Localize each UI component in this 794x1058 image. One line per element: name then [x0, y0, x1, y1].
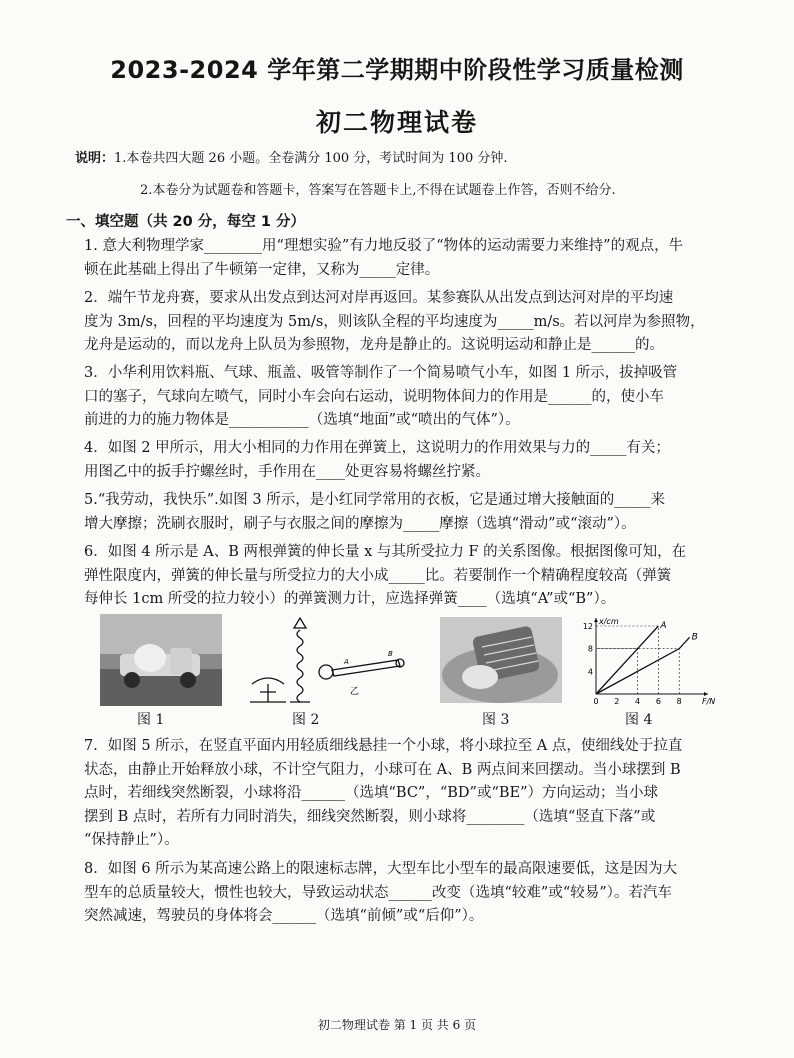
wrench-point-b-label: B: [388, 650, 393, 658]
x-tick-label: 2: [614, 697, 620, 706]
question-8: [84, 858, 724, 929]
question-line: 状态，由静止开始释放小球，不计空气阻力，小球可在 A、B 两点间来回摆动。当小球摆到 B: [84, 761, 681, 778]
page-footer: 初二物理试卷 第 1 页 共 6 页: [317, 1018, 477, 1032]
exam-title: 2023-2024 学年第二学期期中阶段性学习质量检测: [110, 56, 684, 84]
question-line: 1. 意大利物理学家________用“理想实验”有力地反驳了“物体的运动需要力来维持”的观点，牛: [84, 238, 684, 254]
question-5: [84, 489, 724, 536]
question-line: 口的塞子，气球向左喷气，同时小车会向右运动，说明物体间力的作用是______的，使小车: [84, 388, 664, 405]
question-line: 8．如图 6 所示为某高速公路上的限速标志牌，大型车比小型车的最高限速要低，这是因为大: [84, 861, 678, 877]
question-line: 突然减速，驾驶员的身体将会______（选填“前倾”或“后仰”）。: [84, 908, 484, 924]
x-axis-arrow: [704, 692, 708, 696]
question-3: [84, 362, 724, 433]
note-line-1: [75, 150, 508, 168]
question-line: 型车的总质量较大，惯性也较大，导致运动状态______改变（选填“较难”或“较易”）。若汽车: [84, 884, 672, 901]
question-line: 度为 3m/s，回程的平均速度为 5m/s，则该队全程的平均速度为_____m/s。若以河岸为参照物，: [84, 313, 705, 330]
question-line: 用图乙中的扳手拧螺丝时，手作用在____处更容易将螺丝拧紧。: [84, 463, 490, 480]
x-tick-label: 8: [676, 697, 682, 706]
question-line: 6．如图 4 所示是 A、B 两根弹簧的伸长量 x 与其所受拉力 F 的关系图像。根据图像可知，在: [84, 544, 687, 560]
figure-1-photo: [100, 614, 222, 706]
question-4: [84, 437, 724, 484]
x-tick-label: 0: [593, 697, 599, 706]
figure-2-diagram: [238, 614, 418, 706]
question-line: “保持静止”）。: [84, 832, 179, 848]
question-line: 7．如图 5 所示，在竖直平面内用轻质细线悬挂一个小球，将小球拉至 A 点，使细线处于拉直: [84, 738, 683, 754]
wrench-point-a-label: A: [344, 658, 349, 666]
y-axis-label: x/cm: [599, 617, 619, 626]
y-tick-label: 8: [587, 644, 593, 654]
y-tick-label: 12: [582, 622, 593, 631]
x-tick-label: 4: [635, 697, 641, 706]
question-line: 每伸长 1cm 所受的拉力较小）的弹簧测力计，应选择弹簧____（选填“A”或“B”）。: [84, 591, 616, 607]
question-line: 2．端午节龙舟赛，要求从出发点到达河对岸再返回。某参赛队从出发点到达河对岸的平均速: [84, 290, 674, 306]
question-1: [84, 235, 724, 282]
figure-1-caption: 图 1: [137, 712, 165, 728]
question-line: 龙舟是运动的，而以龙舟上队员为参照物，龙舟是静止的。这说明运动和静止是______的。: [84, 337, 664, 353]
note-label: 说明：: [75, 151, 115, 166]
question-line: 弹性限度内，弹簧的伸长量与所受拉力的大小成_____比。若要制作一个精确程度较高（弹簧: [84, 567, 672, 584]
note-text-1: 1.本卷共四大题 26 小题。全卷满分 100 分，考试时间为 100 分钟.: [114, 151, 508, 166]
y-tick-label: 4: [587, 667, 593, 677]
figure-4-chart: [578, 614, 718, 706]
exam-subtitle: 初二物理试卷: [315, 108, 478, 137]
question-7: [84, 735, 724, 853]
section-heading: 一、填空题（共 20 分，每空 1 分）: [66, 214, 305, 230]
question-line: 3．小华利用饮料瓶、气球、瓶盖、吸管等制作了一个简易喷气小车，如图 1 所示，拔掉吸管: [84, 365, 678, 381]
note-line-2: 2.本卷分为试题卷和答题卡，答案写在答题卡上,不得在试题卷上作答，否则不给分.: [140, 183, 616, 198]
figure-4-caption: 图 4: [625, 712, 653, 728]
question-line: 点时，若细线突然断裂，小球将沿______（选填“BC”，“BD”或“BE”）方向运动；当小球: [84, 785, 659, 801]
series-label-a: A: [660, 621, 667, 631]
question-line: 增大摩擦；洗刷衣服时，刷子与衣服之间的摩擦为_____摩擦（选填“滑动”或“滚动”）。: [84, 515, 636, 532]
figure-2-caption: 图 2: [292, 712, 320, 728]
y-axis-arrow: [594, 618, 598, 622]
figure-3-photo: [440, 617, 562, 703]
question-6: [84, 541, 724, 612]
x-tick-label: 6: [655, 697, 661, 706]
question-line: 顿在此基础上得出了牛顿第一定律，又称为_____定律。: [84, 261, 440, 278]
question-line: 摆到 B 点时，若所有力同时消失，细线突然断裂，则小球将________（选填“竖直下落”或: [84, 808, 656, 825]
question-line: 5.“我劳动，我快乐”.如图 3 所示，是小红同学常用的衣板，它是通过增大接触面的_____来: [84, 492, 665, 508]
series-label-b: B: [691, 632, 698, 643]
figure-3-caption: 图 3: [482, 712, 510, 728]
x-axis-label: F/N: [702, 697, 716, 706]
series-line-b: [596, 637, 690, 694]
question-line: 前进的力的施力物体是___________（选填“地面”或“喷出的气体”）。: [84, 412, 520, 428]
figure-2-sub-label: 乙: [350, 687, 360, 697]
series-line-a: [596, 626, 658, 694]
question-2: [84, 287, 724, 358]
question-line: 4．如图 2 甲所示，用大小相同的力作用在弹簧上，这说明力的作用效果与力的_____有关；: [84, 440, 670, 456]
